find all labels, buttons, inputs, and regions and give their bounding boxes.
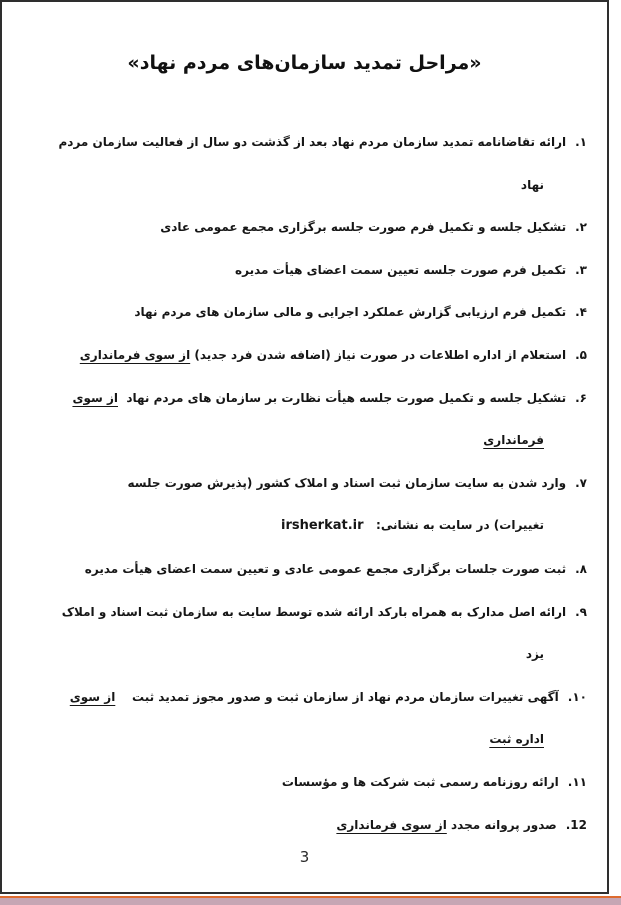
item-number: ۶. <box>575 390 587 405</box>
item-text: استعلام از اداره اطلاعات در صورت نیاز (اضافه شدن فرد جدید) از سوی فرمانداری <box>79 347 567 362</box>
item-text: تکمیل فرم ارزیابی گزارش عملکرد اجرایی و مالی سازمان های مردم نهاد <box>134 305 567 320</box>
list-item-11 <box>36 761 587 804</box>
item-number: ۹. <box>575 604 587 619</box>
item-text: ارائه روزنامه رسمی ثبت شرکت ها و مؤسسات <box>281 774 559 789</box>
list-item-7 <box>36 462 587 548</box>
item-number: ۱۱. <box>567 774 587 789</box>
item-number: 12. <box>565 817 587 832</box>
item-number: ۸. <box>575 561 587 576</box>
item-text: تکمیل فرم صورت جلسه تعیین سمت اعضای هیأت مدیره <box>235 262 567 277</box>
list-item-3 <box>36 249 587 292</box>
item-text: صدور پروانه مجدد از سوی فرمانداری <box>336 817 557 832</box>
list-item-8 <box>36 548 587 591</box>
list-item-4 <box>36 291 587 334</box>
item-text: ارائه تقاضانامه تمدید سازمان مردم نهاد بعد از گذشت دو سال از فعالیت سازمان مردم نهاد <box>58 135 567 192</box>
page-title: «مراحل تمدید سازمان‌های مردم نهاد» <box>127 52 482 74</box>
item-number: ۳. <box>575 262 587 277</box>
list-item-5 <box>36 334 587 377</box>
item-text: آگهی تغییرات سازمان مردم نهاد از سازمان ثبت و صدور مجوز تمدید ثبت از سوی اداره ثبت <box>69 689 559 747</box>
item-number: ۴. <box>575 305 587 320</box>
list-item-1 <box>36 121 587 206</box>
list-item-12 <box>36 804 587 847</box>
item-text: تشکیل جلسه و تکمیل صورت جلسه هیأت نظارت بر سازمان های مردم نهاد از سوی فرمانداری <box>72 390 567 448</box>
item-text: وارد شدن به سایت سازمان ثبت اسناد و املاک کشور (پذیرش صورت جلسه تغییرات) در سایت به نشانی: irsherkat.ir <box>127 475 567 534</box>
list-item-6 <box>36 377 587 462</box>
item-text: ثبت صورت جلسات برگزاری مجمع عمومی عادی و تعیین سمت اعضای هیأت مدیره <box>84 561 567 576</box>
list-item-2 <box>36 206 587 249</box>
item-number: ۵. <box>575 347 587 362</box>
list-item-10 <box>36 676 587 761</box>
item-text: ارائه اصل مدارک به همراه بارکد ارائه شده توسط سایت به سازمان ثبت اسناد و املاک یزد <box>61 604 567 662</box>
item-text: تشکیل جلسه و تکمیل فرم صورت جلسه برگزاری مجمع عمومی عادی <box>160 220 567 235</box>
page-number: 3 <box>299 848 310 867</box>
next-page-top-pink-strip <box>0 898 621 905</box>
item-number: ۱. <box>575 135 587 149</box>
numbered-list <box>36 121 587 846</box>
item-number: ۲. <box>575 220 587 235</box>
item-number: ۱۰. <box>567 689 587 704</box>
list-item-9 <box>36 591 587 676</box>
item-number: ۷. <box>575 475 587 490</box>
